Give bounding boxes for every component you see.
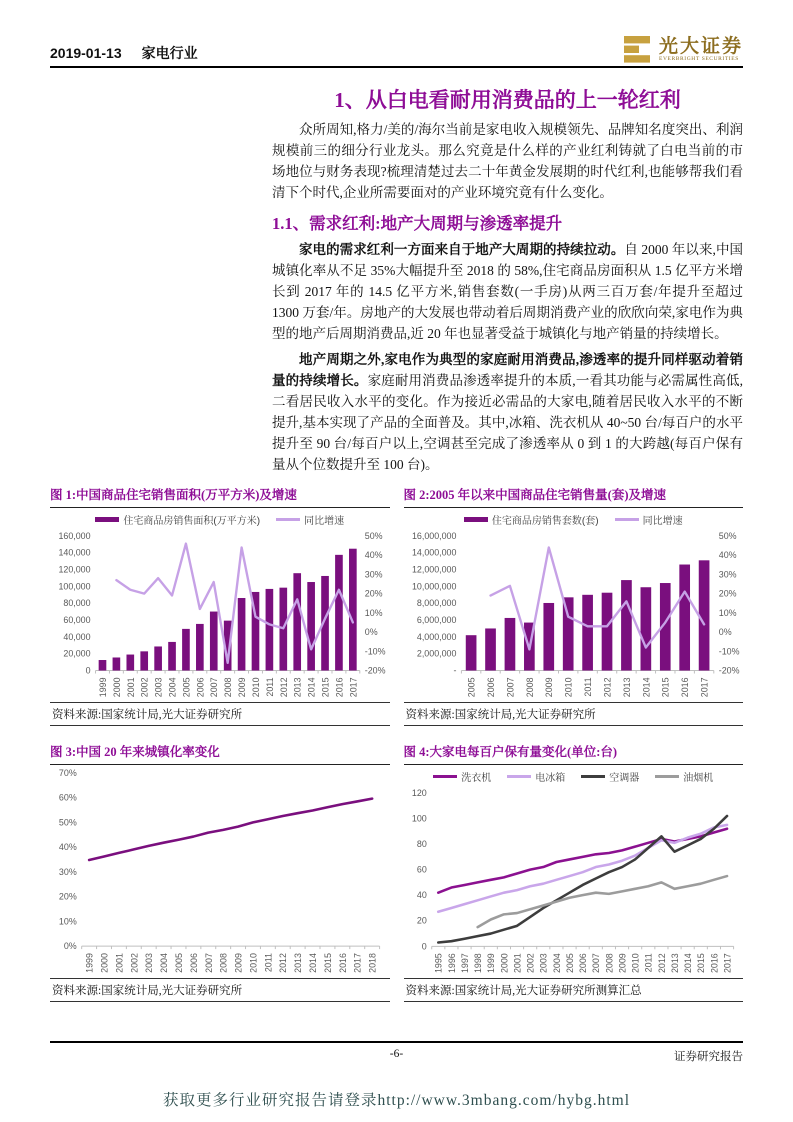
svg-text:10%: 10% [718,607,737,618]
figure-4-chart [404,785,744,978]
legend-label: 油烟机 [683,773,714,785]
svg-text:2017: 2017 [352,953,363,974]
svg-text:2012: 2012 [278,677,289,698]
svg-text:2009: 2009 [237,677,248,698]
brand-logo [624,36,743,63]
svg-text:2013: 2013 [669,953,680,974]
figure-2-legend [404,508,744,528]
svg-text:120,000: 120,000 [58,564,91,575]
svg-text:2018: 2018 [367,953,378,974]
svg-text:2015: 2015 [695,953,706,974]
svg-text:70%: 70% [58,768,77,779]
svg-text:2017: 2017 [699,677,710,698]
report-type-label: 证券研究报告 [674,1051,743,1063]
svg-text:2005: 2005 [173,953,184,974]
svg-text:2007: 2007 [209,677,220,698]
svg-text:2002: 2002 [525,953,536,974]
svg-text:1999: 1999 [97,677,108,698]
svg-text:16,000,000: 16,000,000 [411,530,456,541]
paragraph-2-lead: 家电的需求红利一方面来自于地产大周期的持续拉动。 [299,242,625,257]
svg-text:60: 60 [416,864,427,875]
svg-text:40%: 40% [718,550,737,561]
svg-text:30%: 30% [718,569,737,580]
svg-text:0%: 0% [63,941,77,952]
svg-text:20: 20 [416,915,427,926]
svg-text:2002: 2002 [139,677,150,698]
svg-text:2016: 2016 [679,677,690,698]
svg-text:2015: 2015 [322,953,333,974]
svg-text:2001: 2001 [511,953,522,974]
svg-text:2006: 2006 [485,677,496,698]
page-header [50,0,743,68]
figure-3-source: 资料来源:国家统计局,光大证券研究所 [50,978,390,1002]
svg-text:2009: 2009 [233,953,244,974]
figure-2-title: 图 2:2005 年以来中国商品住宅销售量(套)及增速 [404,483,744,508]
svg-text:10,000,000: 10,000,000 [411,581,456,592]
legend-item [276,512,344,527]
svg-text:80,000: 80,000 [63,598,91,609]
svg-text:140,000: 140,000 [58,547,91,558]
promo-link-text[interactable]: 获取更多行业研究报告请登录http://www.3mbang.com/hybg.html [162,1092,631,1109]
legend-label: 同比增速 [642,516,683,527]
svg-text:80: 80 [416,839,427,850]
svg-text:2006: 2006 [195,677,206,698]
svg-text:2012: 2012 [601,677,612,698]
brand-name [659,37,743,63]
legend-label: 电冰箱 [535,773,566,785]
svg-text:20%: 20% [718,588,737,599]
svg-text:160,000: 160,000 [58,530,91,541]
svg-text:0: 0 [421,941,427,952]
figure-1-chart [50,528,390,702]
svg-text:50%: 50% [364,530,383,541]
svg-text:100,000: 100,000 [58,581,91,592]
svg-text:2008: 2008 [218,953,229,974]
svg-text:2001: 2001 [114,953,125,974]
svg-text:2000: 2000 [99,953,110,974]
svg-text:2017: 2017 [348,677,359,698]
legend-item [655,769,713,784]
svg-text:2004: 2004 [159,953,170,974]
paragraph-2-body: 自 2000 年以来,中国城镇化率从不足 35%大幅提升至 2018 的 58%,住宅商品房面积从 1.5 亿平方米增长到 2017 年的 14.5 亿平方米,销售套数(一手房)从两三百万套/年提升至超过 1300 万套/年。房地产的大发展也带动着后周期消费产业的欣欣向荣,家电作为典型的地产后周期消费品,近 20 年也显著受益于城镇化与地产销量的持续增长。 [272,242,743,341]
svg-text:10%: 10% [364,607,383,618]
brand-name-en: EVERBRIGHT SECURITIES [658,55,739,62]
svg-text:2013: 2013 [621,677,632,698]
svg-text:2014: 2014 [640,677,651,698]
footer-spacer [50,1048,390,1064]
svg-text:2012: 2012 [278,953,289,974]
line-swatch-icon [655,775,679,778]
svg-text:1998: 1998 [472,953,483,974]
svg-text:4,000,000: 4,000,000 [416,631,456,642]
svg-text:-: - [452,665,456,676]
svg-text:2011: 2011 [263,953,274,973]
figure-2-chart [404,528,744,702]
paragraph-intro: 众所周知,格力/美的/海尔当前是家电收入规模领先、品牌知名度突出、利润规模前三的细分行业龙头。那么究竟是什么样的产业红利铸就了白电当前的市场地位与财务表现?梳理清楚过去二十年黄金发展期的时代红利,也能够帮我们看清下个时代,企业所需要面对的产业环境究竟有什么变化。 [272,122,743,200]
svg-text:2015: 2015 [320,677,331,698]
svg-text:2010: 2010 [248,953,259,974]
svg-text:20%: 20% [58,891,77,902]
svg-text:2016: 2016 [708,953,719,974]
figure-1-legend [50,508,390,528]
svg-text:2002: 2002 [129,953,140,974]
figure-1-source: 资料来源:国家统计局,光大证券研究所 [50,702,390,726]
svg-text:2016: 2016 [334,677,345,698]
brand-name-cn: 光大证券 [658,35,743,57]
svg-text:100: 100 [411,813,427,824]
svg-text:0: 0 [85,665,91,676]
bar-swatch-icon [464,517,488,522]
figure-1 [50,483,390,726]
svg-text:30%: 30% [58,867,77,878]
svg-text:40%: 40% [58,842,77,853]
paragraph-3-body: 家庭耐用消费品渗透率提升的本质,一看其功能与必需属性高低,二看居民收入水平的变化。作为接近必需品的大家电,随着居民收入水平的不断提升,基本实现了产品的全面普及。其中,冰箱、洗衣机从 40~50 台/每百户的水平提升至 90 台/每百户以上,空调甚至完成了渗透率从 0 到 1 的大跨越(每百户保有量从个位数提升至 100 台)。 [272,373,744,472]
figure-4 [404,740,744,1002]
paragraph-demand-property [272,239,743,344]
svg-text:20,000: 20,000 [63,648,91,659]
svg-text:-20%: -20% [718,665,740,676]
figure-1-title: 图 1:中国商品住宅销售面积(万平方米)及增速 [50,483,390,508]
svg-text:120: 120 [411,788,427,799]
svg-text:2008: 2008 [603,953,614,974]
svg-text:2014: 2014 [308,953,319,974]
svg-text:1997: 1997 [459,953,470,974]
legend-item [581,769,639,784]
figure-4-legend [404,765,744,785]
svg-text:30%: 30% [364,569,383,580]
svg-text:2011: 2011 [643,953,654,973]
svg-text:1995: 1995 [433,953,444,974]
svg-text:60,000: 60,000 [63,615,91,626]
legend-item [464,512,599,527]
svg-text:60%: 60% [58,792,77,803]
svg-text:2007: 2007 [203,953,214,974]
svg-text:2000: 2000 [111,677,122,698]
figure-4-source: 资料来源:国家统计局,光大证券研究所测算汇总 [404,978,744,1002]
svg-text:40,000: 40,000 [63,631,91,642]
svg-text:12,000,000: 12,000,000 [411,564,456,575]
svg-text:2001: 2001 [125,677,136,698]
svg-text:2006: 2006 [188,953,199,974]
svg-text:2016: 2016 [337,953,348,974]
svg-text:-10%: -10% [364,646,386,657]
figure-3-chart [50,765,390,978]
svg-text:-10%: -10% [718,646,740,657]
paragraph-penetration [272,349,743,475]
line-swatch-icon [276,518,300,521]
figure-2-source: 资料来源:国家统计局,光大证券研究所 [404,702,744,726]
svg-text:10%: 10% [58,916,77,927]
svg-text:2004: 2004 [551,953,562,974]
svg-text:2010: 2010 [250,677,261,698]
line-swatch-icon [581,775,605,778]
page-number: -6- [389,1048,404,1060]
legend-item [95,512,260,527]
line-swatch-icon [615,518,639,521]
report-date: 2019-01-13 [50,45,122,61]
legend-item [507,769,565,784]
svg-text:2007: 2007 [590,953,601,974]
figure-3 [50,740,390,1002]
svg-text:50%: 50% [58,817,77,828]
svg-text:2013: 2013 [293,953,304,974]
svg-text:1996: 1996 [446,953,457,974]
svg-text:2006: 2006 [577,953,588,974]
figure-4-title: 图 4:大家电每百户保有量变化(单位:台) [404,740,744,765]
svg-text:14,000,000: 14,000,000 [411,547,456,558]
svg-text:2004: 2004 [167,677,178,698]
svg-text:2009: 2009 [543,677,554,698]
svg-text:2010: 2010 [563,677,574,698]
legend-item [433,769,491,784]
svg-text:2003: 2003 [538,953,549,974]
svg-text:2015: 2015 [660,677,671,698]
svg-text:2003: 2003 [144,953,155,974]
legend-label: 洗衣机 [461,773,492,785]
svg-text:2009: 2009 [616,953,627,974]
line-swatch-icon [507,775,531,778]
svg-text:2005: 2005 [466,677,477,698]
svg-text:2011: 2011 [582,677,593,697]
legend-item [615,512,683,527]
svg-text:2014: 2014 [306,677,317,698]
svg-text:40: 40 [416,890,427,901]
svg-text:0%: 0% [364,627,378,638]
legend-label: 空调器 [609,773,640,785]
svg-text:2011: 2011 [264,677,275,697]
svg-text:2005: 2005 [564,953,575,974]
svg-text:2007: 2007 [504,677,515,698]
svg-text:2010: 2010 [630,953,641,974]
svg-text:40%: 40% [364,550,383,561]
svg-text:2014: 2014 [682,953,693,974]
svg-text:2,000,000: 2,000,000 [416,648,456,659]
section-title: 1、从白电看耐用消费品的上一轮红利 [334,88,681,112]
svg-text:2000: 2000 [498,953,509,974]
svg-text:2003: 2003 [153,677,164,698]
figure-3-title: 图 3:中国 20 年来城镇化率变化 [50,740,390,765]
body-text-column [272,119,743,475]
svg-text:1999: 1999 [485,953,496,974]
svg-text:2008: 2008 [223,677,234,698]
legend-label: 住宅商品房销售面积(万平方米) [123,516,261,527]
svg-text:1999: 1999 [84,953,95,974]
svg-text:2017: 2017 [721,953,732,974]
header-meta [50,43,198,63]
svg-text:2012: 2012 [656,953,667,974]
svg-text:20%: 20% [364,588,383,599]
svg-text:8,000,000: 8,000,000 [416,598,456,609]
svg-text:-20%: -20% [364,665,386,676]
subsection-heading-1-1: 1.1、需求红利:地产大周期与渗透率提升 [272,214,563,233]
legend-label: 同比增速 [304,516,345,527]
line-swatch-icon [433,775,457,778]
figure-2 [404,483,744,726]
svg-text:0%: 0% [718,627,732,638]
industry-label: 家电行业 [141,45,198,61]
svg-text:50%: 50% [718,530,737,541]
page-footer [50,1041,743,1064]
everbright-logo-icon [624,36,654,63]
svg-text:6,000,000: 6,000,000 [416,615,456,626]
figure-row-1 [50,483,743,726]
svg-text:2005: 2005 [181,677,192,698]
bar-swatch-icon [95,517,119,522]
figure-row-2 [50,740,743,1002]
svg-text:2008: 2008 [524,677,535,698]
legend-label: 住宅商品房销售套数(套) [491,516,599,527]
svg-text:2013: 2013 [292,677,303,698]
paragraph-3-lead: 地产周期之外,家电作为典型的家庭耐用消费品,渗透率的提升同样驱动着销量的持续增长。 [272,352,743,388]
